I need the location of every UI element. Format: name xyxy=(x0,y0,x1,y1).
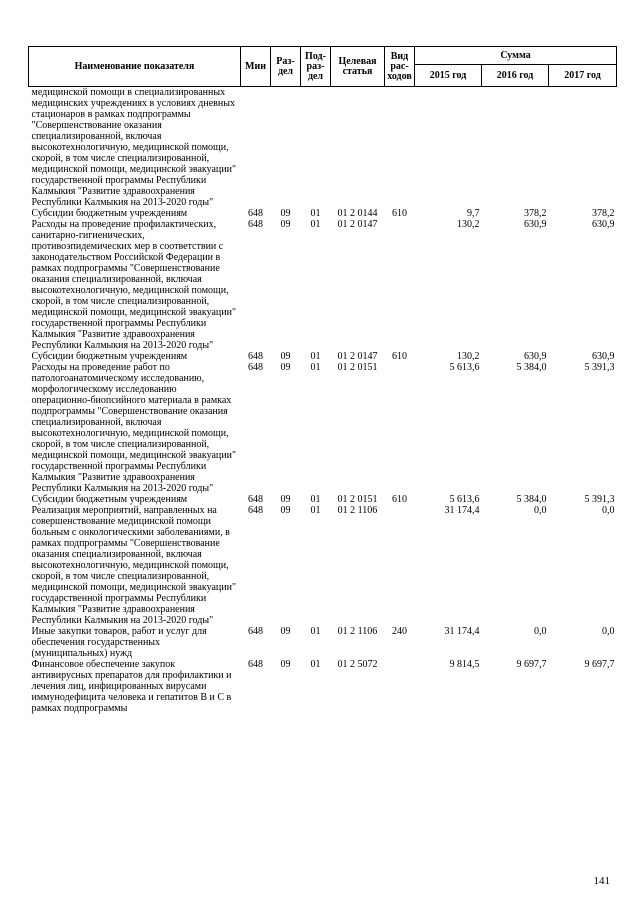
cell-y2017: 630,9 xyxy=(592,219,615,230)
table-row xyxy=(29,659,617,714)
cell-name: Расходы на проведение профилактических, санитарно-гигиенических, противоэпидемических мер в соответствии с законодательством Российской Федерации в рамках подпрограммы "Совершенствование оказания специализированной, включая высокотехнологичную, медицинской помощи, скорой, в том числе специализированной, медицинской помощи, медицинской эвакуации" государственной программы Республики Калмыкия "Развитие здравоохранения Республики Калмыкия на 2013-2020 годы" xyxy=(31,219,237,351)
cell-target: 01 2 0147 xyxy=(337,219,378,230)
table-row xyxy=(29,208,617,219)
cell-target: 01 2 0151 xyxy=(337,362,378,373)
cell-y2016 xyxy=(482,87,549,209)
cell-name: Субсидии бюджетным учреждениям xyxy=(31,208,188,219)
cell-y2015: 130,2 xyxy=(457,219,480,230)
cell-vid: 240 xyxy=(392,626,407,637)
cell-podrazdel: 01 xyxy=(310,626,321,637)
cell-y2016: 5 384,0 xyxy=(516,494,547,505)
cell-vid xyxy=(385,659,415,714)
header-razdel: Раз- дел xyxy=(271,47,301,87)
cell-target: 01 2 1106 xyxy=(337,626,378,637)
cell-vid: 610 xyxy=(392,494,407,505)
table-row xyxy=(29,494,617,505)
cell-min: 648 xyxy=(248,362,263,373)
cell-target: 01 2 5072 xyxy=(337,659,378,670)
cell-podrazdel xyxy=(301,87,331,209)
cell-y2015: 5 613,6 xyxy=(449,494,480,505)
cell-vid xyxy=(385,362,415,494)
table-row xyxy=(29,87,617,209)
cell-vid xyxy=(385,87,415,209)
cell-razdel: 09 xyxy=(280,208,291,219)
header-target: Целевая статья xyxy=(331,47,385,87)
cell-y2016: 0,0 xyxy=(534,626,547,637)
cell-y2017: 378,2 xyxy=(592,208,615,219)
cell-min: 648 xyxy=(248,219,263,230)
cell-podrazdel: 01 xyxy=(310,505,321,516)
cell-min xyxy=(241,87,271,209)
header-min: Мин xyxy=(241,47,271,87)
cell-y2017: 630,9 xyxy=(592,351,615,362)
cell-y2017: 5 391,3 xyxy=(584,362,615,373)
cell-razdel: 09 xyxy=(280,505,291,516)
cell-y2015: 9 814,5 xyxy=(449,659,480,670)
table-row xyxy=(29,362,617,494)
cell-podrazdel: 01 xyxy=(310,362,321,373)
cell-podrazdel: 01 xyxy=(310,494,321,505)
table-row xyxy=(29,626,617,659)
cell-podrazdel: 01 xyxy=(310,659,321,670)
cell-min: 648 xyxy=(248,626,263,637)
cell-y2016: 5 384,0 xyxy=(516,362,547,373)
cell-y2016: 9 697,7 xyxy=(516,659,547,670)
header-vid: Вид рас- ходов xyxy=(385,47,415,87)
cell-podrazdel: 01 xyxy=(310,208,321,219)
cell-y2016: 630,9 xyxy=(524,219,547,230)
cell-y2015: 31 174,4 xyxy=(444,505,480,516)
cell-name: Субсидии бюджетным учреждениям xyxy=(31,351,188,362)
cell-y2015: 9,7 xyxy=(467,208,480,219)
cell-podrazdel: 01 xyxy=(310,219,321,230)
cell-name: Субсидии бюджетным учреждениям xyxy=(31,494,188,505)
cell-target xyxy=(331,87,385,209)
cell-razdel xyxy=(271,87,301,209)
cell-min: 648 xyxy=(248,208,263,219)
cell-target: 01 2 0151 xyxy=(337,494,378,505)
cell-min: 648 xyxy=(248,494,263,505)
cell-y2016: 630,9 xyxy=(524,351,547,362)
table-row xyxy=(29,219,617,351)
cell-min: 648 xyxy=(248,505,263,516)
cell-y2016: 378,2 xyxy=(524,208,547,219)
cell-name: медицинской помощи в специализированных медицинских учреждениях в условиях дневных стационаров в рамках подпрограммы "Совершенствование оказания специализированной, включая высокотехнологичную, медицинской помощи, скорой, в том числе специализированной, медицинской помощи, медицинской эвакуации" государственной программы Республики Калмыкия "Развитие здравоохранения Республики Калмыкия на 2013-2020 годы" xyxy=(31,87,237,208)
cell-vid: 610 xyxy=(392,208,407,219)
budget-table xyxy=(28,46,617,714)
cell-y2017: 0,0 xyxy=(602,626,615,637)
cell-y2017: 9 697,7 xyxy=(584,659,615,670)
cell-target: 01 2 0144 xyxy=(337,208,378,219)
cell-target: 01 2 1106 xyxy=(337,505,378,516)
cell-min: 648 xyxy=(248,659,263,670)
cell-y2016: 0,0 xyxy=(534,505,547,516)
cell-y2017: 0,0 xyxy=(602,505,615,516)
header-podrazdel: Под- раз- дел xyxy=(301,47,331,87)
cell-name: Расходы на проведение работ по патологоанатомическому исследованию, морфологическому исследованию операционно-биопсийного материала в рамках подпрограммы "Совершенствование оказания специализированной, включая высокотехнологичную, медицинской помощи, скорой, в том числе специализированной, медицинской помощи, медицинской эвакуации" государственной программы Республики Калмыкия "Развитие здравоохранения Республики Калмыкия на 2013-2020 годы" xyxy=(31,362,237,494)
cell-name: Финансовое обеспечение закупок антивирусных препаратов для профилактики и лечения лиц, инфицированных вирусами иммунодефицита человека и гепатитов В и С в рамках подпрограммы xyxy=(31,659,232,714)
header-2015: 2015 год xyxy=(415,65,482,87)
cell-y2015: 31 174,4 xyxy=(444,626,480,637)
header-2016: 2016 год xyxy=(482,65,549,87)
cell-razdel: 09 xyxy=(280,219,291,230)
table-body xyxy=(29,87,617,715)
page-number: 141 xyxy=(593,875,610,887)
cell-y2015 xyxy=(415,87,482,209)
header-sum: Сумма xyxy=(415,47,617,65)
cell-vid: 610 xyxy=(392,351,407,362)
cell-razdel: 09 xyxy=(280,626,291,637)
header-name: Наименование показателя xyxy=(29,47,241,87)
table-row xyxy=(29,505,617,626)
cell-vid xyxy=(385,505,415,626)
cell-vid xyxy=(385,219,415,351)
cell-podrazdel: 01 xyxy=(310,351,321,362)
cell-razdel: 09 xyxy=(280,351,291,362)
cell-y2015: 5 613,6 xyxy=(449,362,480,373)
header-2017: 2017 год xyxy=(549,65,617,87)
cell-y2017: 5 391,3 xyxy=(584,494,615,505)
cell-y2017 xyxy=(549,87,617,209)
table-header xyxy=(29,47,617,87)
cell-razdel: 09 xyxy=(280,494,291,505)
cell-name: Иные закупки товаров, работ и услуг для обеспечения государственных (муниципальных) нужд xyxy=(31,626,207,659)
cell-target: 01 2 0147 xyxy=(337,351,378,362)
cell-razdel: 09 xyxy=(280,659,291,670)
cell-razdel: 09 xyxy=(280,362,291,373)
cell-y2015: 130,2 xyxy=(457,351,480,362)
cell-name: Реализация мероприятий, направленных на совершенствование медицинской помощи больным с онкологическими заболеваниями, в рамках подпрограммы "Совершенствование оказания специализированной, включая высокотехнологичную, медицинской помощи, скорой, в том числе специализированной, медицинской помощи, медицинской эвакуации" государственной программы Республики Калмыкия "Развитие здравоохранения Республики Калмыкия на 2013-2020 годы" xyxy=(31,505,237,626)
cell-min: 648 xyxy=(248,351,263,362)
table-row xyxy=(29,351,617,362)
